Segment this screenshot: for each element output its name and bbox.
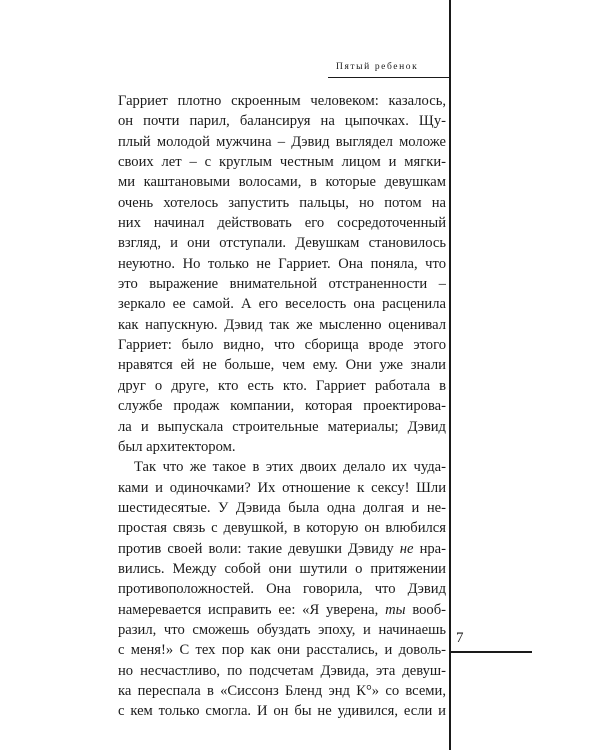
text-line: нравятся ей не больше, чем ему. Они уже знали <box>118 357 446 374</box>
text-line: Так что же такое в этих двоих делало их чуда- <box>134 459 446 476</box>
text-line <box>118 539 446 559</box>
text-line: зеркало ее самой. А его веселость она расценила <box>118 296 446 313</box>
text-line: очень хотелось запустить пальцы, но потом на <box>118 194 446 211</box>
text-line: был архитектором. <box>118 438 236 455</box>
text-line: с кем только смогла. И он бы не удивился, если и <box>118 703 446 720</box>
text-line: неуютно. Но только не Гарриет. Она поняла, что <box>118 255 446 272</box>
text-line: Гарриет: было видно, что сборища вроде этого <box>118 337 446 354</box>
text-line: Гарриет плотно скроенным человеком: казалось, <box>118 93 446 109</box>
text-line: разил, что сможешь обуздать эпоху, и начинаешь <box>118 621 446 638</box>
text-fragment: вооб- <box>405 601 446 618</box>
italic-fragment: не <box>399 540 414 557</box>
italic-fragment: ты <box>385 601 406 618</box>
text-fragment: намеревается исправить ее: «Я уверена, <box>118 601 379 618</box>
page-number-rule <box>450 651 532 653</box>
page-vertical-rule <box>449 0 451 750</box>
text-line: ка переспала в «Сиссонз Бленд энд К°» со всеми, <box>118 682 446 699</box>
text-fragment: нра- <box>413 540 446 557</box>
text-line: но несчастливо, по подсчетам Дэвида, эта девуш- <box>118 662 446 679</box>
text-line: службе продаж компании, которая проектирова- <box>118 398 446 415</box>
text-line: ла и выпускала строительные материалы; Дэвид <box>118 418 446 435</box>
text-line: шестидесятые. У Дэвида была одна долгая и не- <box>118 499 446 516</box>
text-line: своих лет – с круглым честным лицом и мягки- <box>118 154 446 171</box>
text-line: это выражение внимательной отстраненности – <box>118 276 446 293</box>
text-line <box>118 600 446 620</box>
text-line: плый молодой мужчина – Дэвид выглядел моложе <box>118 133 446 150</box>
page-number: 7 <box>456 630 464 646</box>
text-line: друг о друге, кто есть кто. Гарриет работала в <box>118 377 446 394</box>
text-line: них начинал действовать его сосредоточенный <box>118 215 446 232</box>
running-head: Пятый ребенок <box>336 62 419 72</box>
body-text <box>118 91 446 722</box>
text-fragment: против своей воли: такие девушки Дэвиду <box>118 540 394 557</box>
text-line: ками и одиночками? Их отношение к сексу! Шли <box>118 479 446 496</box>
text-line: вились. Между собой они шутили о притяжении <box>118 560 446 577</box>
text-line: взгляд, и они отступали. Девушкам становилось <box>118 235 446 252</box>
text-line: ми каштановыми волосами, в которые девушкам <box>118 174 446 191</box>
text-line: как напускную. Дэвид так же мысленно оценивал <box>118 316 446 333</box>
text-line: простая связь с девушкой, в которую он влюбился <box>118 520 446 537</box>
running-head-rule <box>328 77 450 78</box>
text-line: с меня!» С тех пор как они расстались, и доволь- <box>118 642 446 659</box>
text-line: противоположностей. Она говорила, что Дэвид <box>118 581 446 598</box>
text-line: он почти парил, балансируя на цыпочках. Щу- <box>118 113 446 130</box>
